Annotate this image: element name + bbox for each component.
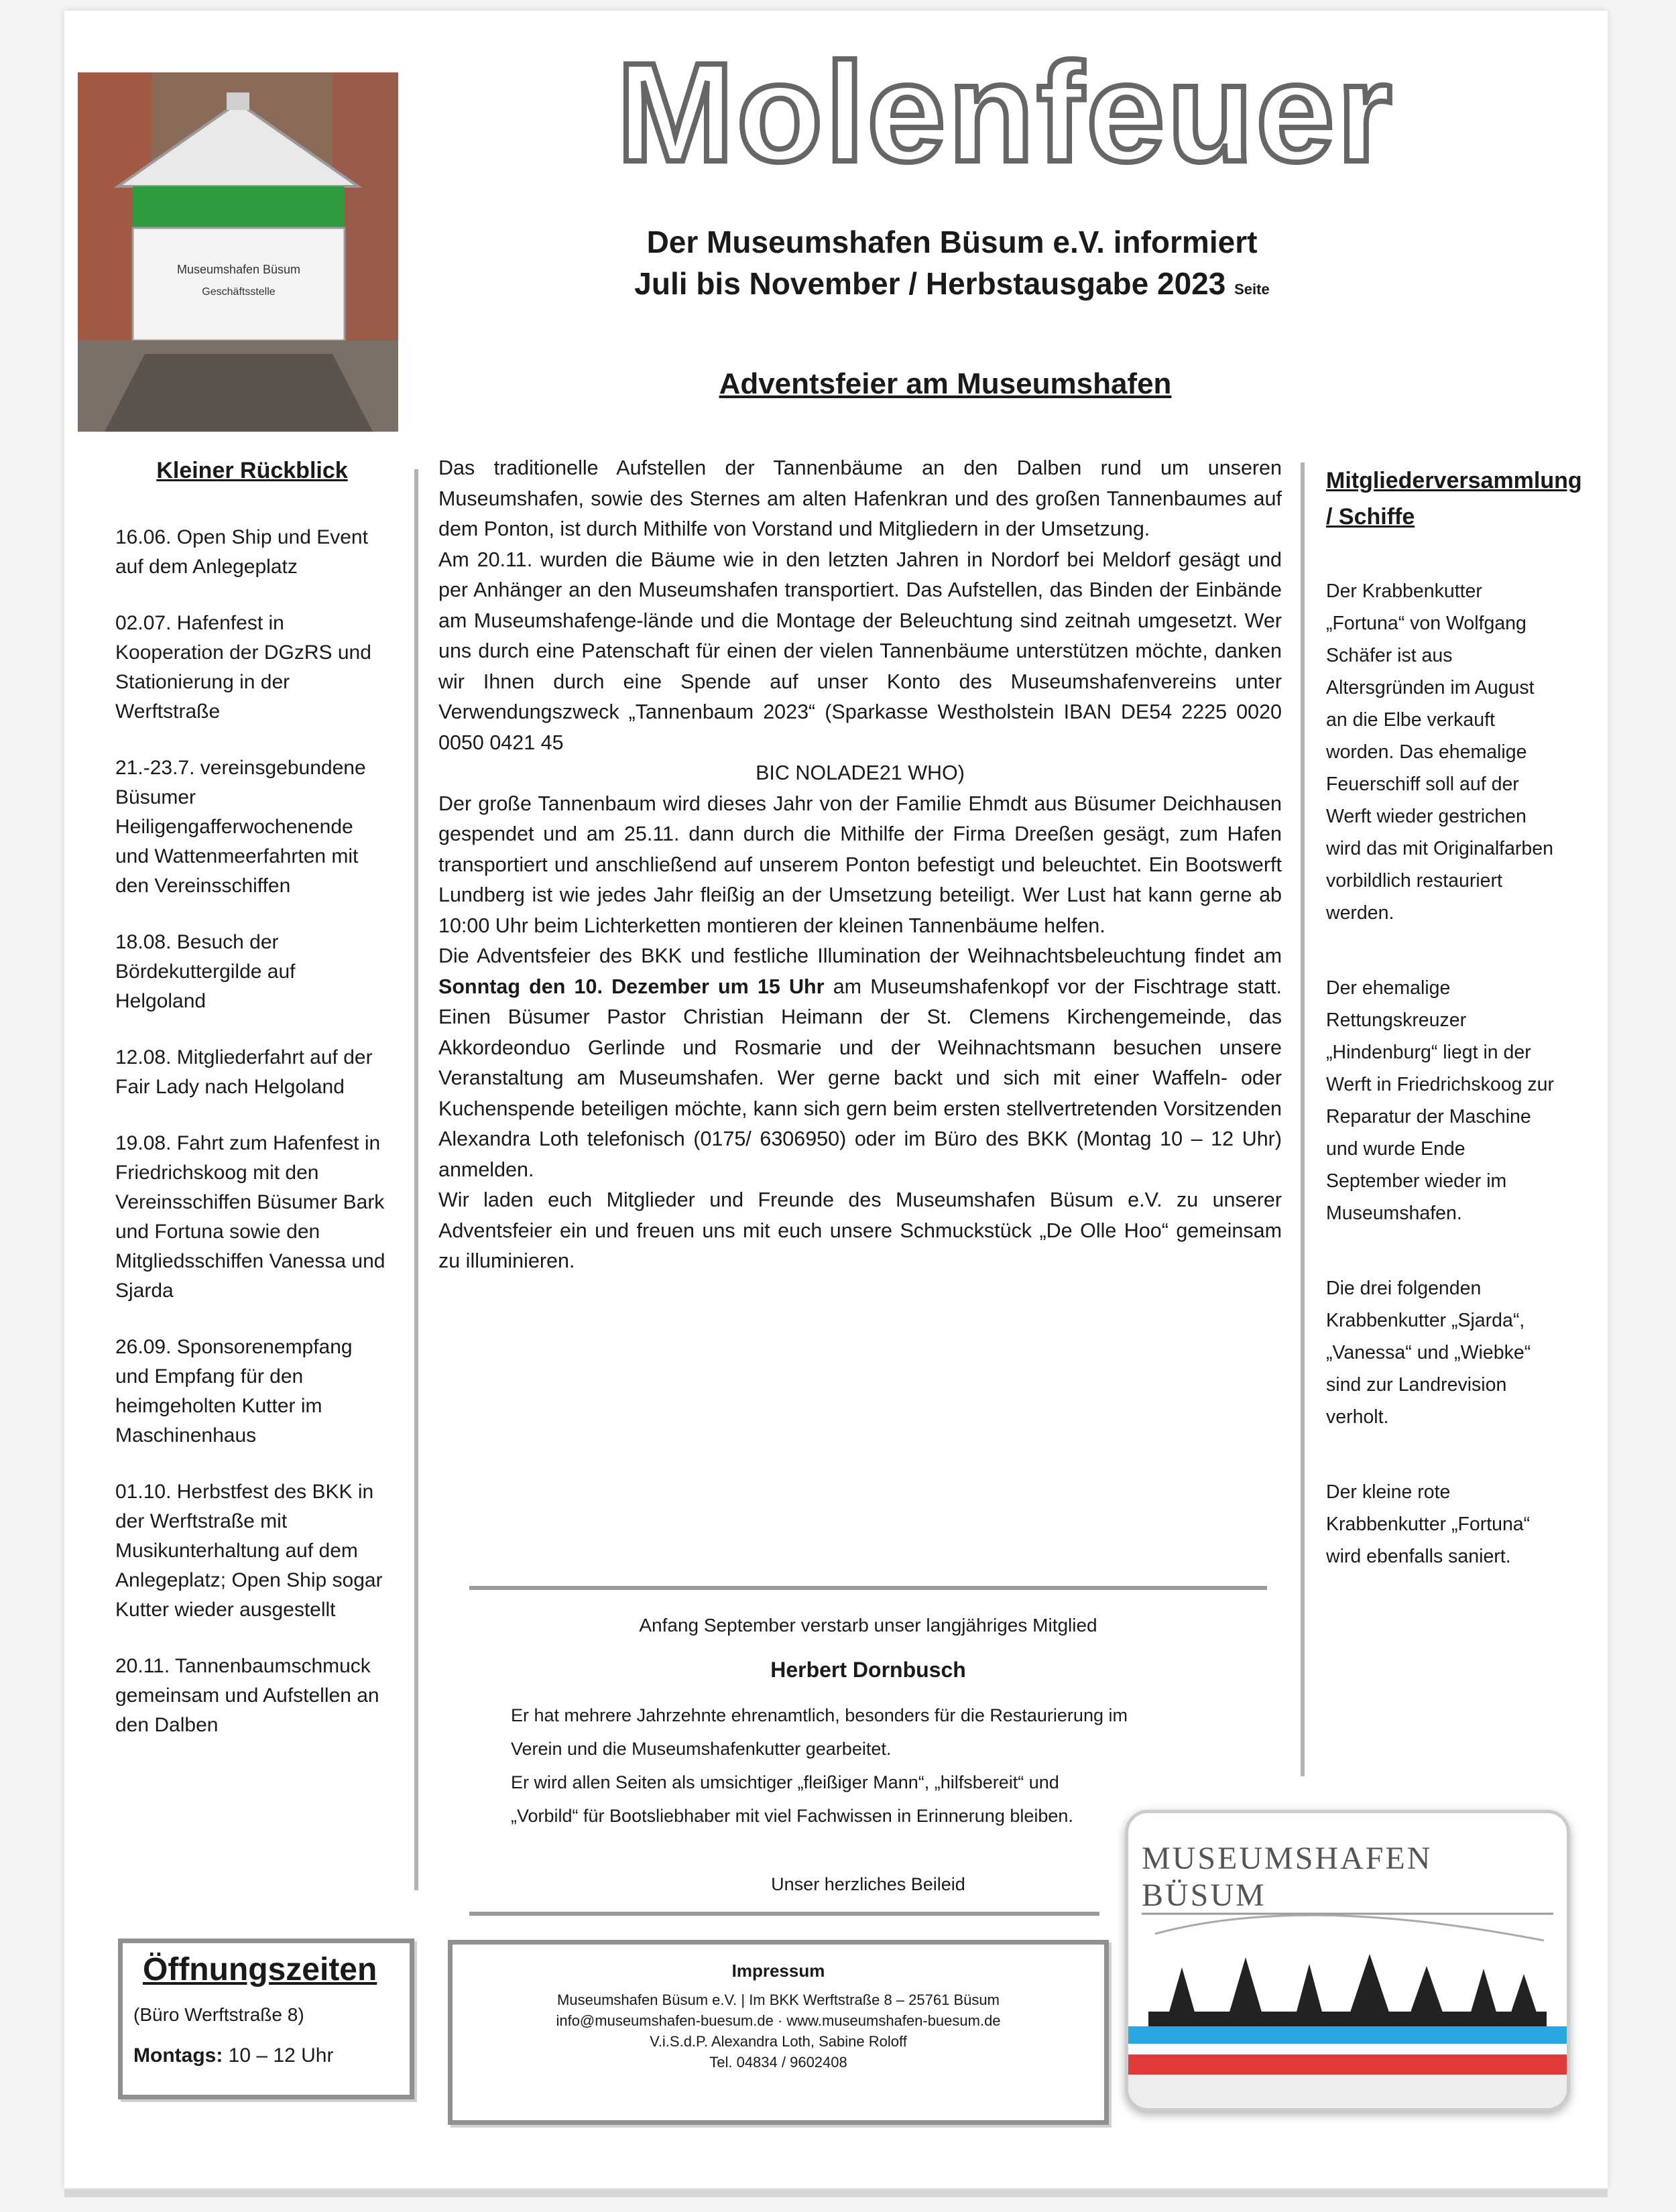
imprint-title: Impressum bbox=[731, 1961, 825, 1981]
opening-hours-box bbox=[118, 1939, 414, 2099]
retro-entry: 21.-23.7. vereinsgebundene Büsumer Heiligengafferwochenende und Wattenmeerfahrten mit den Vereinsschiffen bbox=[115, 757, 366, 897]
subtitle-page-label: Seite bbox=[1234, 281, 1270, 298]
subtitle-line-1: Der Museumshafen Büsum e.V. informiert bbox=[646, 225, 1258, 259]
right-column-ships bbox=[1326, 463, 1582, 1615]
left-column-retrospective bbox=[115, 456, 389, 1767]
imprint-box bbox=[448, 1940, 1109, 2125]
notice-intro: Anfang September verstarb unser langjähriges Mitglied bbox=[639, 1615, 1097, 1636]
right-column-divider bbox=[1301, 463, 1305, 1776]
article-paragraph-3: Der große Tannenbaum wird dieses Jahr von der Familie Ehmdt aus Büsumer Deichhausen gespendet und am 25.11. dann durch die Mithilfe der Firma Dreeßen gesägt, zum Hafen transportiert und anschließend auf unserem Ponton befestigt und beleuchtet. Ein Bootswerft Lundberg ist wie jedes Jahr fleißig an der Umsetzung beteiligt. Wer Lust hat kann gerne ab 10:00 Uhr beim Lichterketten montieren der kleinen Tannenbäume helfen. bbox=[438, 792, 1282, 937]
main-article bbox=[438, 453, 1282, 1277]
paragraph-4-rest: am Museumshafenkopf vor der Fischtrage statt. Einen Büsumer Pastor Christian Heimann der St. Clemens Kirchengemeinde, das Akkordeonduo Gerlinde und Rosmarie und der Weihnachtsmann besuchen unsere Veranstaltung am Museumshafen. Wer gerne backt und sich mit einer Waffeln- oder Kuchenspende beteiligen möchte, kann sich gern beim ersten stellvertretenden Vorsitzenden Alexandra Loth telefonisch (0175/ 6306950) oder im Büro des BKK (Montag 10 – 12 Uhr) anmelden. bbox=[438, 975, 1282, 1181]
retro-entry: 20.11. Tannenbaumschmuck gemeinsam und Aufstellen an den Dalben bbox=[115, 1655, 379, 1736]
notice-bottom-rule bbox=[469, 1912, 1099, 1916]
retro-entry: 12.08. Mitgliederfahrt auf der Fair Lady nach Helgoland bbox=[115, 1046, 373, 1098]
harbour-building-photo bbox=[78, 72, 398, 432]
subtitle-line-2-text: Juli bis November / Herbstausgabe 2023 bbox=[634, 266, 1226, 301]
notice-line: „Vorbild“ für Bootsliebhaber mit viel Fachwissen in Erinnerung bleiben. bbox=[511, 1806, 1073, 1826]
retro-entry: 01.10. Herbstfest des BKK in der Werftstraße mit Musikunterhaltung auf dem Anlegeplatz; Open Ship sogar Kutter wieder ausgestellt bbox=[115, 1481, 383, 1621]
ship-entry: Die drei folgenden Krabbenkutter „Sjarda“, „Vanessa“ und „Wiebke“ sind zur Landrevision verholt. bbox=[1326, 1278, 1531, 1428]
retro-entry: 16.06. Open Ship und Event auf dem Anlegeplatz bbox=[115, 526, 368, 578]
imprint-line: V.i.S.d.P. Alexandra Loth, Sabine Roloff bbox=[650, 2033, 907, 2050]
notice-closing: Unser herzliches Beileid bbox=[771, 1874, 965, 1894]
opening-hours-range: 10 – 12 Uhr bbox=[228, 2044, 334, 2067]
notice-name: Herbert Dornbusch bbox=[770, 1658, 966, 1682]
article-paragraph-4 bbox=[438, 941, 1282, 1185]
building-illustration bbox=[78, 72, 398, 432]
logo-text: MUSEUMSHAFEN BÜSUM bbox=[1142, 1841, 1433, 1913]
left-column-heading: Kleiner Rückblick bbox=[156, 458, 348, 483]
article-headline: Adventsfeier am Museumshafen bbox=[719, 367, 1172, 400]
notice-line: Verein und die Museumshafenkutter gearbeitet. bbox=[511, 1739, 892, 1759]
article-paragraph-1: Das traditionelle Aufstellen der Tannenbäume an den Dalben rund um unseren Museumshafen, sowie des Sternes am alten Hafenkran und des großen Tannenbaumes auf dem Ponton, ist durch Mithilfe von Vorstand und Mitgliedern in der Umsetzung. bbox=[438, 456, 1282, 540]
museumshafen-logo bbox=[1125, 1810, 1570, 2111]
photo-sign-line2: Geschäftsstelle bbox=[202, 286, 276, 298]
left-column-divider bbox=[414, 469, 418, 1890]
ship-entry: Der kleine rote Krabbenkutter „Fortuna“ wird ebenfalls saniert. bbox=[1326, 1481, 1531, 1567]
page-bottom-edge bbox=[64, 2189, 1608, 2197]
imprint-line: info@museumshafen-buesum.de · www.museumshafen-buesum.de bbox=[556, 2012, 1001, 2029]
masthead-subtitle bbox=[483, 221, 1421, 310]
retro-entry: 02.07. Hafenfest in Kooperation der DGzRS und Stationierung in der Werftstraße bbox=[115, 612, 371, 723]
article-bank-details: BIC NOLADE21 WHO) bbox=[756, 761, 965, 784]
notice-line: Er hat mehrere Jahrzehnte ehrenamtlich, besonders für die Restaurierung im bbox=[511, 1705, 1128, 1725]
opening-hours-day: Montags: bbox=[133, 2044, 223, 2067]
ship-entry: Der Krabbenkutter „Fortuna“ von Wolfgang Schäfer ist aus Altersgründen im August an die Elbe verkauft worden. Das ehemalige Feuerschiff soll auf der Werft wieder gestrichen wird das mit Originalfarben vorbildlich restauriert werden. bbox=[1326, 580, 1553, 924]
imprint-line: Tel. 04834 / 9602408 bbox=[709, 2054, 847, 2071]
masthead-title: Molenfeuer bbox=[616, 34, 1395, 191]
retro-entry: 19.08. Fahrt zum Hafenfest in Friedrichskoog mit den Vereinsschiffen Büsumer Bark und Fortuna sowie den Mitgliedsschiffen Vanessa und Sjarda bbox=[115, 1132, 385, 1302]
notice-top-rule bbox=[469, 1586, 1267, 1590]
paragraph-4-start: Die Adventsfeier des BKK und festliche Illumination der Weihnachtsbeleuchtung findet am bbox=[438, 944, 1282, 967]
notice-line: Er wird allen Seiten als umsichtiger „fleißiger Mann“, „hilfsbereit“ und bbox=[511, 1772, 1059, 1792]
subtitle-line-2 bbox=[483, 263, 1421, 310]
retro-entry: 26.09. Sponsorenempfang und Empfang für den heimgeholten Kutter im Maschinenhaus bbox=[115, 1336, 353, 1447]
event-date: Sonntag den 10. Dezember um 15 Uhr bbox=[438, 975, 825, 998]
article-paragraph-2: Am 20.11. wurden die Bäume wie in den letzten Jahren in Nordorf bei Meldorf gesägt und per Anhänger an den Museumshafen transportiert. Das Aufstellen, das Binden der Einbände am Museumshafenge-lände und die Montage der Beleuchtung sind zeitnah umgesetzt. Wer uns durch eine Patenschaft für einen der vielen Tannenbäume unterstützen möchte, danken wir Ihnen durch eine Spende auf unser Konto des Museumshafenvereins unter Verwendungszweck „Tannenbaum 2023“ (Sparkasse Westholstein IBAN DE54 2225 0020 0050 0421 45 bbox=[438, 548, 1282, 754]
opening-hours-location: (Büro Werftstraße 8) bbox=[133, 2004, 304, 2025]
imprint-line: Museumshafen Büsum e.V. | Im BKK Werftstraße 8 – 25761 Büsum bbox=[557, 1991, 1000, 2008]
photo-sign-line1: Museumshafen Büsum bbox=[176, 263, 301, 276]
opening-hours-time bbox=[133, 2044, 410, 2067]
opening-hours-title: Öffnungszeiten bbox=[143, 1952, 377, 1987]
logo-graphic bbox=[1128, 1813, 1567, 2108]
retro-entry: 18.08. Besuch der Bördekuttergilde auf Helgoland bbox=[115, 931, 296, 1012]
article-paragraph-5: Wir laden euch Mitglieder und Freunde des Museumshafen Büsum e.V. zu unserer Adventsfeier ein und freuen uns mit euch unsere Schmuckstück „De Olle Hoo“ gemeinsam zu illuminieren. bbox=[438, 1188, 1282, 1272]
ship-entry: Der ehemalige Rettungskreuzer „Hindenburg“ liegt in der Werft in Friedrichskoog zur Reparatur der Maschine und wurde Ende September wieder im Museumshafen. bbox=[1326, 977, 1554, 1224]
right-column-heading: Mitgliederversammlung / Schiffe bbox=[1326, 468, 1582, 530]
